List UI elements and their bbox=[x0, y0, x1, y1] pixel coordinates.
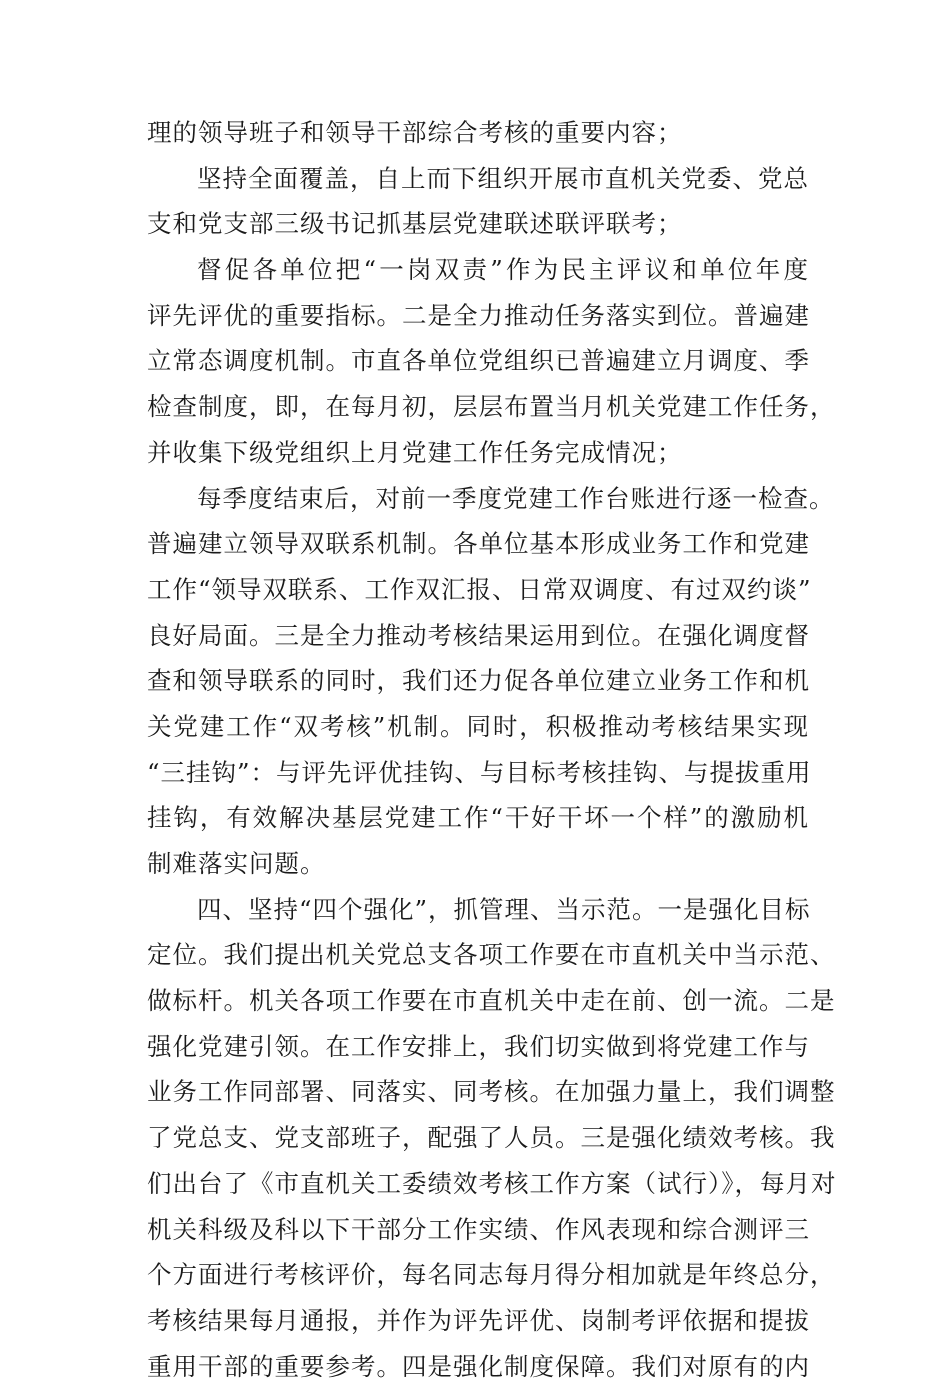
text-line-8: 并收集下级党组织上月党建工作任务完成情况； bbox=[147, 437, 683, 467]
text-line-2: 坚持全面覆盖，自上而下组织开展市直机关党委、党总 bbox=[197, 163, 809, 193]
text-line-7: 检查制度，即，在每月初，层层布置当月机关党建工作任务， bbox=[147, 392, 836, 422]
text-line-18: 四、坚持“四个强化”，抓管理、当示范。一是强化目标 bbox=[197, 894, 811, 924]
text-line-11: 工作“领导双联系、工作双汇报、日常双调度、有过双约谈” bbox=[147, 574, 812, 604]
text-line-27: 考核结果每月通报，并作为评先评优、岗制考评依据和提拔 bbox=[147, 1305, 810, 1335]
text-line-14: 关党建工作“双考核”机制。同时，积极推动考核结果实现 bbox=[147, 711, 809, 741]
text-line-21: 强化党建引领。在工作安排上，我们切实做到将党建工作与 bbox=[147, 1031, 810, 1061]
text-line-23: 了党总支、党支部班子，配强了人员。三是强化绩效考核。我 bbox=[147, 1123, 836, 1153]
text-line-17: 制难落实问题。 bbox=[147, 849, 326, 878]
text-line-19: 定位。我们提出机关党总支各项工作要在市直机关中当示范、 bbox=[147, 940, 836, 970]
text-line-25: 机关科级及科以下干部分工作实绩、作风表现和综合测评三 bbox=[147, 1214, 810, 1244]
text-line-24: 们出台了《市直机关工委绩效考核工作方案（试行）》，每月对 bbox=[147, 1168, 837, 1198]
text-line-10: 普遍建立领导双联系机制。各单位基本形成业务工作和党建 bbox=[147, 529, 810, 559]
body-text bbox=[147, 110, 837, 1389]
text-line-28: 重用干部的重要参考。四是强化制度保障。我们对原有的内 bbox=[147, 1351, 810, 1381]
text-line-15: “三挂钩”：与评先评优挂钩、与目标考核挂钩、与提拔重用 bbox=[147, 757, 812, 787]
text-line-20: 做标杆。机关各项工作要在市直机关中走在前、创一流。二是 bbox=[147, 986, 836, 1016]
text-line-12: 良好局面。三是全力推动考核结果运用到位。在强化调度督 bbox=[147, 620, 810, 650]
text-line-1: 理的领导班子和领导干部综合考核的重要内容； bbox=[147, 118, 683, 147]
text-line-16: 挂钩，有效解决基层党建工作“干好干坏一个样”的激励机 bbox=[147, 803, 809, 833]
text-line-22: 业务工作同部署、同落实、同考核。在加强力量上，我们调整 bbox=[147, 1077, 836, 1107]
text-line-26: 个方面进行考核评价，每名同志每月得分相加就是年终总分， bbox=[147, 1260, 836, 1290]
text-line-5: 评先评优的重要指标。二是全力推动任务落实到位。普遍建 bbox=[147, 300, 810, 330]
text-line-6: 立常态调度机制。市直各单位党组织已普遍建立月调度、季 bbox=[147, 346, 810, 376]
text-line-9: 每季度结束后，对前一季度党建工作台账进行逐一检查。 bbox=[197, 483, 835, 513]
text-line-13: 查和领导联系的同时，我们还力促各单位建立业务工作和机 bbox=[147, 666, 810, 696]
text-line-4: 督促各单位把“一岗双责”作为民主评议和单位年度 bbox=[197, 255, 809, 285]
text-line-3: 支和党支部三级书记抓基层党建联述联评联考； bbox=[147, 209, 683, 239]
